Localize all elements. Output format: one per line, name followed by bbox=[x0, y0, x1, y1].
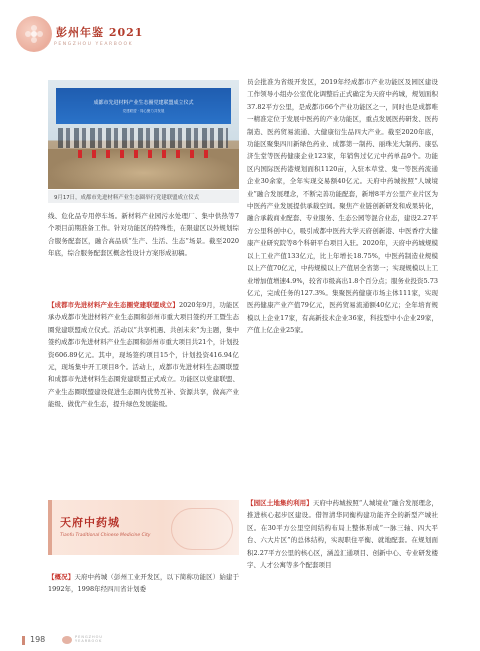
paragraph-text: 线、危化品专用停车场。新材料产业园污水处理厂、集中供热等7个项目前期准备工作。针对功能区的特殊性，在限建区以外规划综合服务配套区，融合高品质“生产、生活、生态”场景。截至2020年底，综合服务配套区概念性设计方案形成初稿。 bbox=[48, 212, 239, 258]
yearbook-subtitle: PENGZHOU YEARBOOK bbox=[54, 42, 134, 47]
footer-accent-bar bbox=[22, 636, 25, 645]
entry-heading: 【园区土地集约利用】 bbox=[247, 499, 313, 507]
section-decoration bbox=[171, 508, 233, 550]
footer-line-1: PENGZHOU bbox=[75, 635, 103, 639]
footer-publication bbox=[75, 635, 103, 643]
attendees-row bbox=[58, 128, 228, 148]
red-shovels bbox=[78, 150, 218, 158]
page-footer bbox=[22, 634, 222, 646]
paragraph-text: 2020年9月，功能区承办成都市先进材料产业生态圈和彭州市重大项目签约开工暨生态圈党建联盟成立仪式。活动以“共享机遇、共创未来”为主题，集中签约成都市先进材料产业生态圈和彭州市重大项目共21个，计划投资606.89亿元。其中，现场签约项目15个，计划投资416.94亿元，现场集中开工项目8个。活动上，成都市先进材料生态圈联盟和成都市先进材料生态圈党建联盟正式成立。功能区以党建联盟、产业生态圈联盟建设促进生态圈内优势互补、资源共享，做高产业能级、做优产业生态，提升绿色发展能级。 bbox=[48, 301, 240, 409]
banner-subtitle: 党建联盟 · 同心聚力共发展 bbox=[122, 109, 165, 113]
entry-heading: 【概况】 bbox=[48, 573, 75, 581]
paragraph-text: 员会批准为省级开发区，2019年经成都市产业功能区及园区建设工作领导小组办公室优化调整后正式确定为天府中药城，规划面积37.82平方公里，是成都市66个产业功能区之一，同时也是成都唯一精准定位于发展中医药的产业功能区，重点发展医药研发、医药制造、医药贸易流通、大健康衍生品四大产业。截至2020年底，功能区聚集四川新绿色药业、成都第一制药、丽珠光大制药、康弘济生堂等医药健康企业123家，年销售过亿元中药单品9个。功能区内国际医药港规划面积1120亩，入驻本草堂、鬼一等医药流通企业30余家，全年实现交易额40亿元。天府中药城按照“人城境业”融合发展理念，不断完善功能配套，新增8平方公里产业片区为中医药产业发展提供承载空间。聚焦产业链创新研发和成果转化，融合承载商业配套、专业服务、生态公园等混合业态，建设2.27平方公里科创中心，吸引成都中医药大学天府创新港、中医香疗大健康产业研究院等8个科研平台项目入驻。2020年，天府中药城规模以上工业产值133亿元，比上年增长18.75%，中医药制造业规模以上产值70亿元，中药规模以上产值居全省第一；实现规模以上工业增加值增速4.9%，较省市级高出1.8个百分点；服务业投资5.73亿元，完成任务的127.3%。集聚医药健康市场主体111家，实现医药健康产业产值79亿元，医药贸易流通额40亿元；全年培育规模以上企业17家，有高新技术企业36家，科技型中小企业29家，产值上亿企业25家。 bbox=[247, 78, 438, 335]
page-number: 198 bbox=[30, 635, 46, 644]
flower-icon bbox=[24, 24, 44, 44]
right-paragraph-2 bbox=[247, 497, 438, 571]
paragraph-text: 天府中药城（彭州工业开发区，以下简称功能区）始建于1992年，1998年经四川省计划委 bbox=[48, 573, 240, 594]
yearbook-title: 彭州年鉴 2021 bbox=[56, 26, 144, 39]
paragraph-text: 天府中药城按照“人城境业”融合发展理念，推进核心起步区建设。借智清华同衡构建功能齐全的新型产城社区。在30平方公里空间结构布局上整体形成“一脉三轴、四大平台、六大片区”的总体结构，实现职住平衡、就地配套。在规划面积2.27平方公里的核心区，涵盖汇通项目、创新中心、专业研发楼宇、人才公寓等多个配套项目 bbox=[247, 499, 438, 570]
section-english-title: Tianfu Traditional Chinese Medicine City bbox=[60, 533, 151, 538]
section-accent-bar bbox=[48, 500, 52, 555]
section-header-box bbox=[48, 500, 239, 555]
section-title: 天府中药城 bbox=[60, 516, 120, 529]
left-paragraph-1 bbox=[48, 210, 239, 260]
footer-line-2: YEARBOOK bbox=[75, 639, 103, 643]
entry-heading: 【成都市先进材料产业生态圈党建联盟成立】 bbox=[48, 301, 179, 309]
banner-title: 成都市先进材料产业生态圈党建联盟成立仪式 bbox=[93, 100, 194, 106]
ceremony-photo bbox=[48, 80, 239, 189]
ceremony-banner bbox=[56, 88, 231, 124]
photo-caption: 9月17日，成都市先进材料产业生态圈举行党建联盟成立仪式 bbox=[54, 195, 200, 201]
yearbook-header bbox=[16, 12, 236, 64]
photo-caption-bar bbox=[48, 190, 239, 203]
left-paragraph-2 bbox=[48, 299, 239, 411]
footer-logo-icon bbox=[62, 636, 72, 644]
right-paragraph-1 bbox=[247, 76, 438, 337]
yearbook-logo bbox=[16, 16, 52, 52]
left-paragraph-3 bbox=[48, 571, 239, 596]
